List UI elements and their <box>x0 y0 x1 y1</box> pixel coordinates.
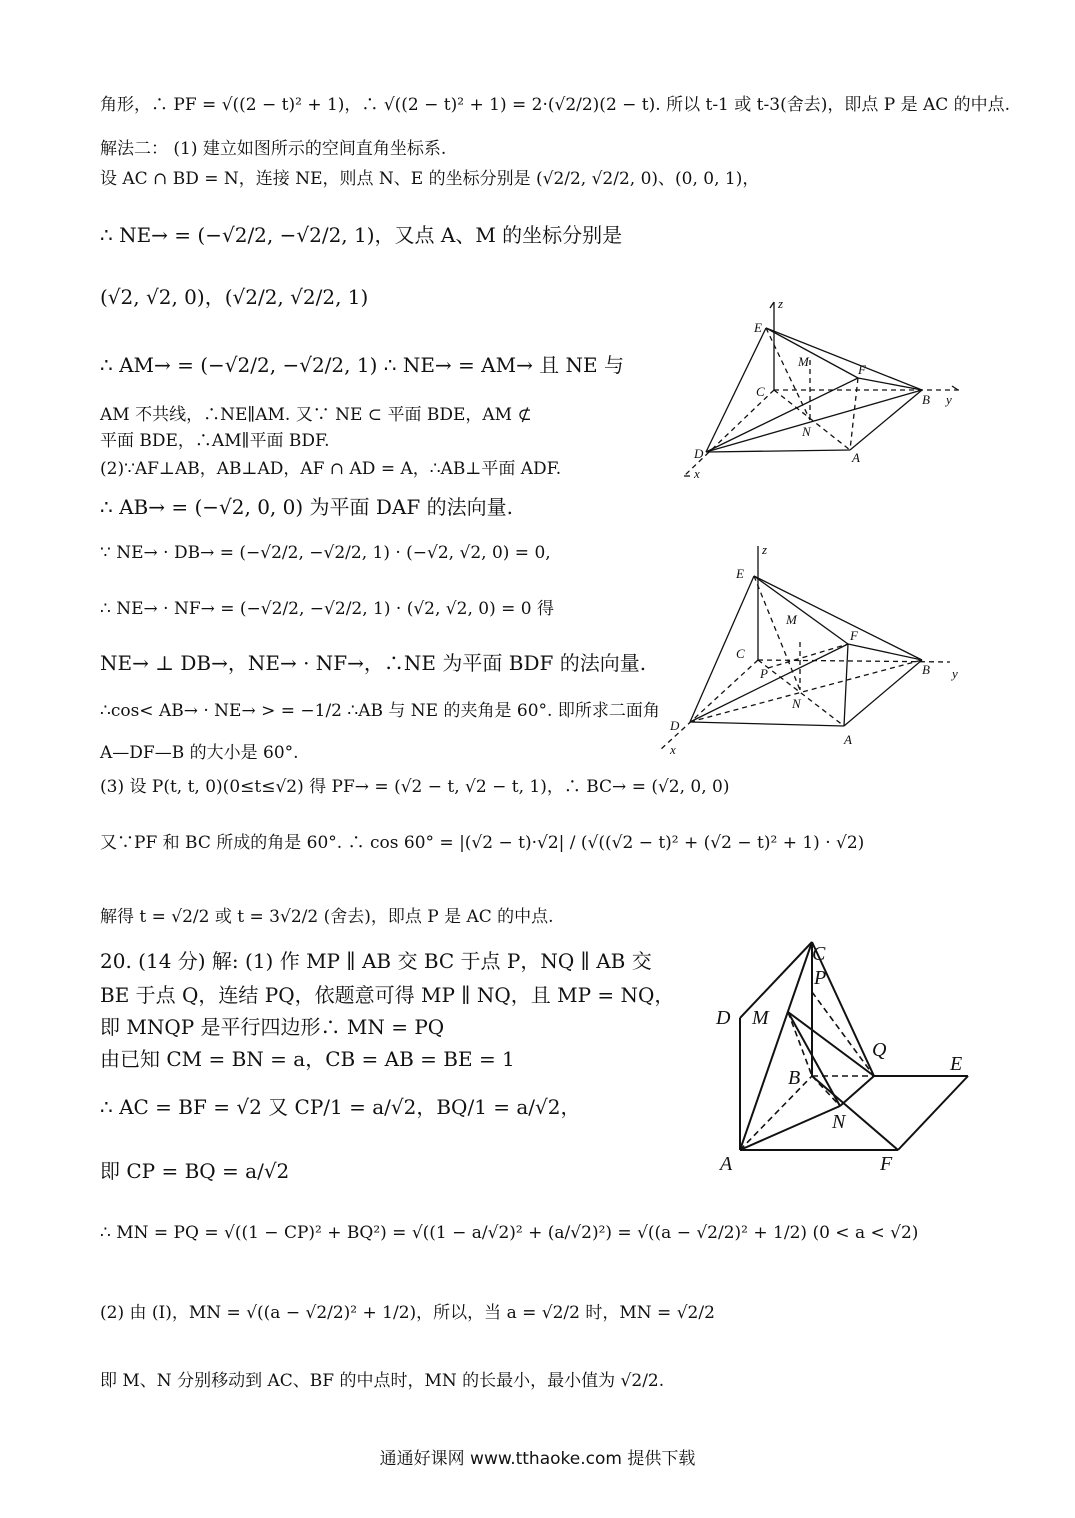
page-footer: 通通好课网 www.tthaoke.com 提供下载 <box>379 1449 696 1469</box>
fig2-label-y: y <box>952 666 958 681</box>
fig3-label-p: P <box>814 967 827 989</box>
text-line-2: 解法二： (1) 建立如图所示的空间直角坐标系. <box>100 139 447 159</box>
fig3-label-a: A <box>720 1153 733 1175</box>
text-line-7: AM 不共线，∴NE∥AM. 又∵ NE ⊂ 平面 BDE，AM ⊄ <box>100 405 532 425</box>
figure-pyramid-2 <box>650 540 970 755</box>
fig1-label-d: D <box>694 446 704 461</box>
text-line-4: ∴ NE→ = (−√2/2, −√2/2, 1)，又点 A、M 的坐标分别是 <box>100 223 623 247</box>
figure-pyramid-1 <box>670 290 970 490</box>
fig1-label-z: z <box>778 296 784 311</box>
text-line-10: ∴ AB→ = (−√2, 0, 0) 为平面 DAF 的法向量. <box>100 495 513 519</box>
text-line-20: BE 于点 Q，连结 PQ，依题意可得 MP ∥ NQ，且 MP = NQ， <box>100 983 675 1007</box>
fig3-label-f: F <box>880 1153 893 1175</box>
text-line-5: (√2, √2, 0)，(√2/2, √2/2, 1) <box>100 285 369 309</box>
fig1-label-n: N <box>802 424 811 439</box>
fig1-label-m: M <box>798 354 809 369</box>
fig3-label-e: E <box>950 1053 963 1075</box>
fig1-label-b: B <box>922 392 930 407</box>
text-line-11: ∵ NE→ · DB→ = (−√2/2, −√2/2, 1) · (−√2, √2, 0) = 0, <box>100 543 551 563</box>
fig2-label-f: F <box>850 628 858 643</box>
text-line-18: 解得 t = √2/2 或 t = 3√2/2 (舍去)，即点 P 是 AC 的中点. <box>100 907 554 927</box>
fig2-label-x: x <box>670 742 676 755</box>
text-line-16: (3) 设 P(t, t, 0)(0≤t≤√2) 得 PF→ = (√2 − t, √2 − t, 1)，∴ BC→ = (√2, 0, 0) <box>100 777 730 797</box>
fig1-label-e: E <box>754 320 762 335</box>
text-line-1: 角形，∴ PF = √((2 − t)² + 1)，∴ √((2 − t)² + 1) = 2·(√2/2)(2 − t). 所以 t-1 或 t-3(舍去)，即点 P 是 AC 的中点. <box>100 95 1011 115</box>
text-line-23: ∴ AC = BF = √2 又 CP/1 = a/√2，BQ/1 = a/√2， <box>100 1095 581 1119</box>
fig2-label-p: P <box>760 666 768 681</box>
fig3-label-q: Q <box>872 1039 887 1061</box>
text-line-21: 即 MNQP 是平行四边形∴ MN = PQ <box>100 1015 445 1039</box>
fig1-label-x: x <box>694 466 700 481</box>
fig2-label-m: M <box>786 612 797 627</box>
text-line-14: ∴cos< AB→ · NE→ > = −1/2 ∴AB 与 NE 的夹角是 60°. 即所求二面角 <box>100 701 660 721</box>
fig2-label-d: D <box>670 718 680 733</box>
text-line-15: A—DF—B 的大小是 60°. <box>100 743 299 763</box>
figure-square-3d <box>708 936 988 1176</box>
fig3-label-m: M <box>752 1007 769 1029</box>
fig2-label-b: B <box>922 662 930 677</box>
text-line-17: 又∵PF 和 BC 所成的角是 60°. ∴ cos 60° = |(√2 − t)·√2| / (√((√2 − t)² + (√2 − t)² + 1) · √2) <box>100 833 865 853</box>
fig1-label-f: F <box>858 362 866 377</box>
fig3-label-n: N <box>832 1111 846 1133</box>
fig3-label-b: B <box>788 1067 801 1089</box>
text-line-24: 即 CP = BQ = a/√2 <box>100 1159 290 1183</box>
text-line-8: 平面 BDE，∴AM∥平面 BDF. <box>100 431 330 451</box>
text-line-19: 20. (14 分) 解: (1) 作 MP ∥ AB 交 BC 于点 P，NQ ∥ AB 交 <box>100 949 652 973</box>
fig2-label-n: N <box>792 696 801 711</box>
text-line-6: ∴ AM→ = (−√2/2, −√2/2, 1) ∴ NE→ = AM→ 且 NE 与 <box>100 353 624 377</box>
text-line-25: ∴ MN = PQ = √((1 − CP)² + BQ²) = √((1 − a/√2)² + (a/√2)²) = √((a − √2/2)² + 1/2) (0 < a < √2) <box>100 1223 919 1243</box>
fig2-label-e: E <box>736 566 744 581</box>
text-line-22: 由已知 CM = BN = a，CB = AB = BE = 1 <box>100 1047 515 1071</box>
fig2-label-c: C <box>736 646 745 661</box>
text-line-13: NE→ ⊥ DB→，NE→ · NF→，∴NE 为平面 BDF 的法向量. <box>100 651 647 675</box>
text-line-27: 即 M、N 分别移动到 AC、BF 的中点时，MN 的长最小，最小值为 √2/2. <box>100 1371 665 1391</box>
fig3-label-d: D <box>716 1007 731 1029</box>
text-line-3: 设 AC ∩ BD = N，连接 NE，则点 N、E 的坐标分别是 (√2/2, √2/2, 0)、(0, 0, 1)， <box>100 169 760 189</box>
fig1-label-y: y <box>946 392 952 407</box>
text-line-9: (2)∵AF⊥AB，AB⊥AD，AF ∩ AD = A，∴AB⊥平面 ADF. <box>100 459 562 479</box>
text-line-12: ∴ NE→ · NF→ = (−√2/2, −√2/2, 1) · (√2, √2, 0) = 0 得 <box>100 599 554 619</box>
fig3-label-c: C <box>812 943 826 965</box>
fig1-label-a: A <box>852 450 860 465</box>
fig2-label-z: z <box>762 542 768 557</box>
fig1-label-c: C <box>756 384 765 399</box>
text-line-26: (2) 由 (Ⅰ)，MN = √((a − √2/2)² + 1/2)，所以，当 a = √2/2 时，MN = √2/2 <box>100 1303 715 1323</box>
fig2-label-a: A <box>844 732 852 747</box>
